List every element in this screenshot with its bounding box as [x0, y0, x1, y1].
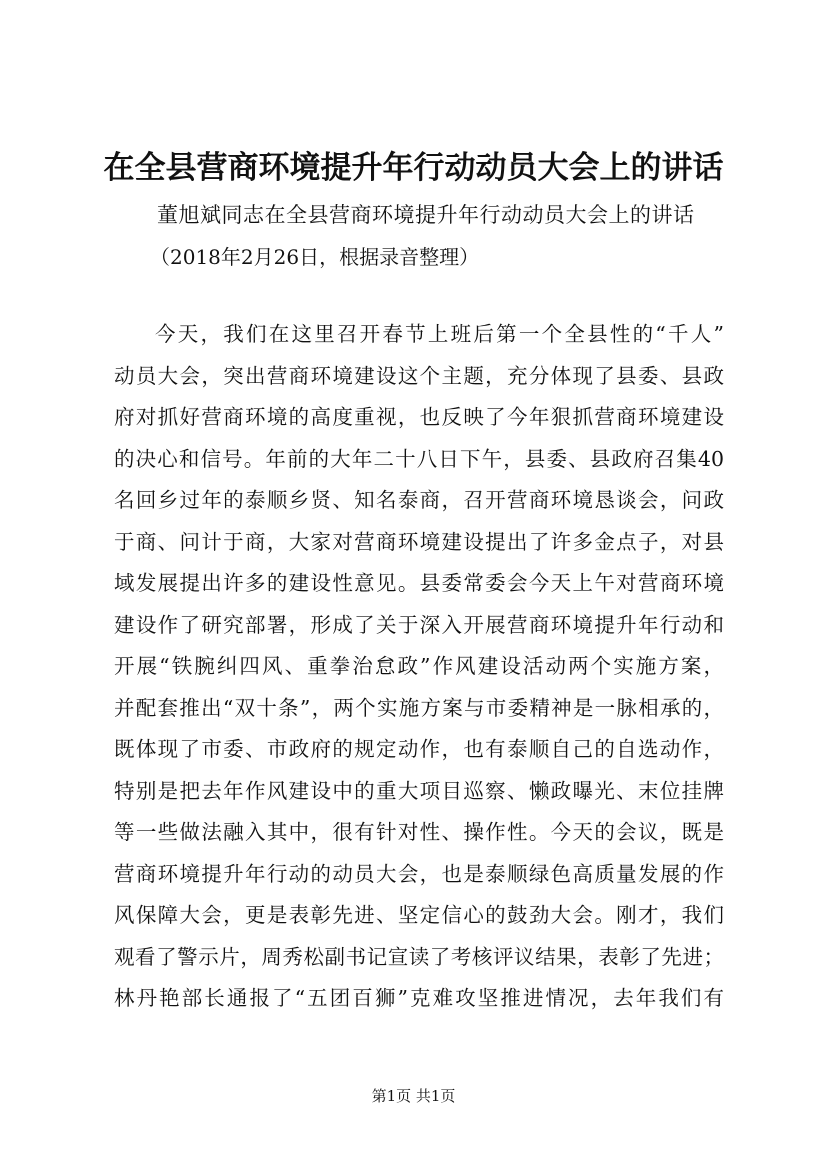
body-line: 名回乡过年的泰顺乡贤、知名泰商，召开营商环境恳谈会，问政	[114, 488, 724, 512]
body-line: 既体现了市委、市政府的规定动作，也有泰顺自己的自选动作，	[114, 737, 724, 761]
body-line: 开展“铁腕纠四风、重拳治怠政”作风建设活动两个实施方案，	[114, 654, 724, 678]
body-line: 风保障大会，更是表彰先进、坚定信心的鼓劲大会。刚才，我们	[114, 903, 724, 927]
date-note: （2018年2月26日，根据录音整理）	[150, 245, 480, 269]
body-line: 建设作了研究部署，形成了关于深入开展营商环境提升年行动和	[114, 612, 724, 637]
page-footer: 第1页 共1页	[371, 1087, 456, 1105]
body-line: 的决心和信号。年前的大年二十八日下午，县委、县政府召集40	[114, 446, 724, 471]
body-line: 动员大会，突出营商环境建设这个主题，充分体现了县委、县政	[114, 363, 724, 388]
body-paragraph	[114, 314, 724, 1020]
body-line: 域发展提出许多的建设性意见。县委常委会今天上午对营商环境	[114, 571, 724, 595]
document-subtitle: 董旭斌同志在全县营商环境提升年行动动员大会上的讲话	[157, 203, 695, 227]
body-line: 府对抓好营商环境的高度重视，也反映了今年狠抓营商环境建设	[114, 405, 724, 429]
body-line: 特别是把去年作风建设中的重大项目巡察、懒政曝光、末位挂牌	[114, 778, 724, 803]
body-line: 于商、问计于商，大家对营商环境建设提出了许多金点子，对县	[114, 529, 724, 554]
body-line: 等一些做法融入其中，很有针对性、操作性。今天的会议，既是	[114, 820, 724, 844]
body-line: 观看了警示片，周秀松副书记宣读了考核评议结果，表彰了先进；	[114, 944, 724, 969]
body-line: 林丹艳部长通报了“五团百狮”克难攻坚推进情况，去年我们有	[114, 986, 724, 1010]
body-line: 今天，我们在这里召开春节上班后第一个全县性的“千人”	[155, 322, 724, 346]
body-line: 营商环境提升年行动的动员大会，也是泰顺绿色高质量发展的作	[114, 861, 724, 886]
document-title: 在全县营商环境提升年行动动员大会上的讲话	[103, 150, 724, 186]
body-line: 并配套推出“双十条”，两个实施方案与市委精神是一脉相承的，	[114, 695, 724, 720]
